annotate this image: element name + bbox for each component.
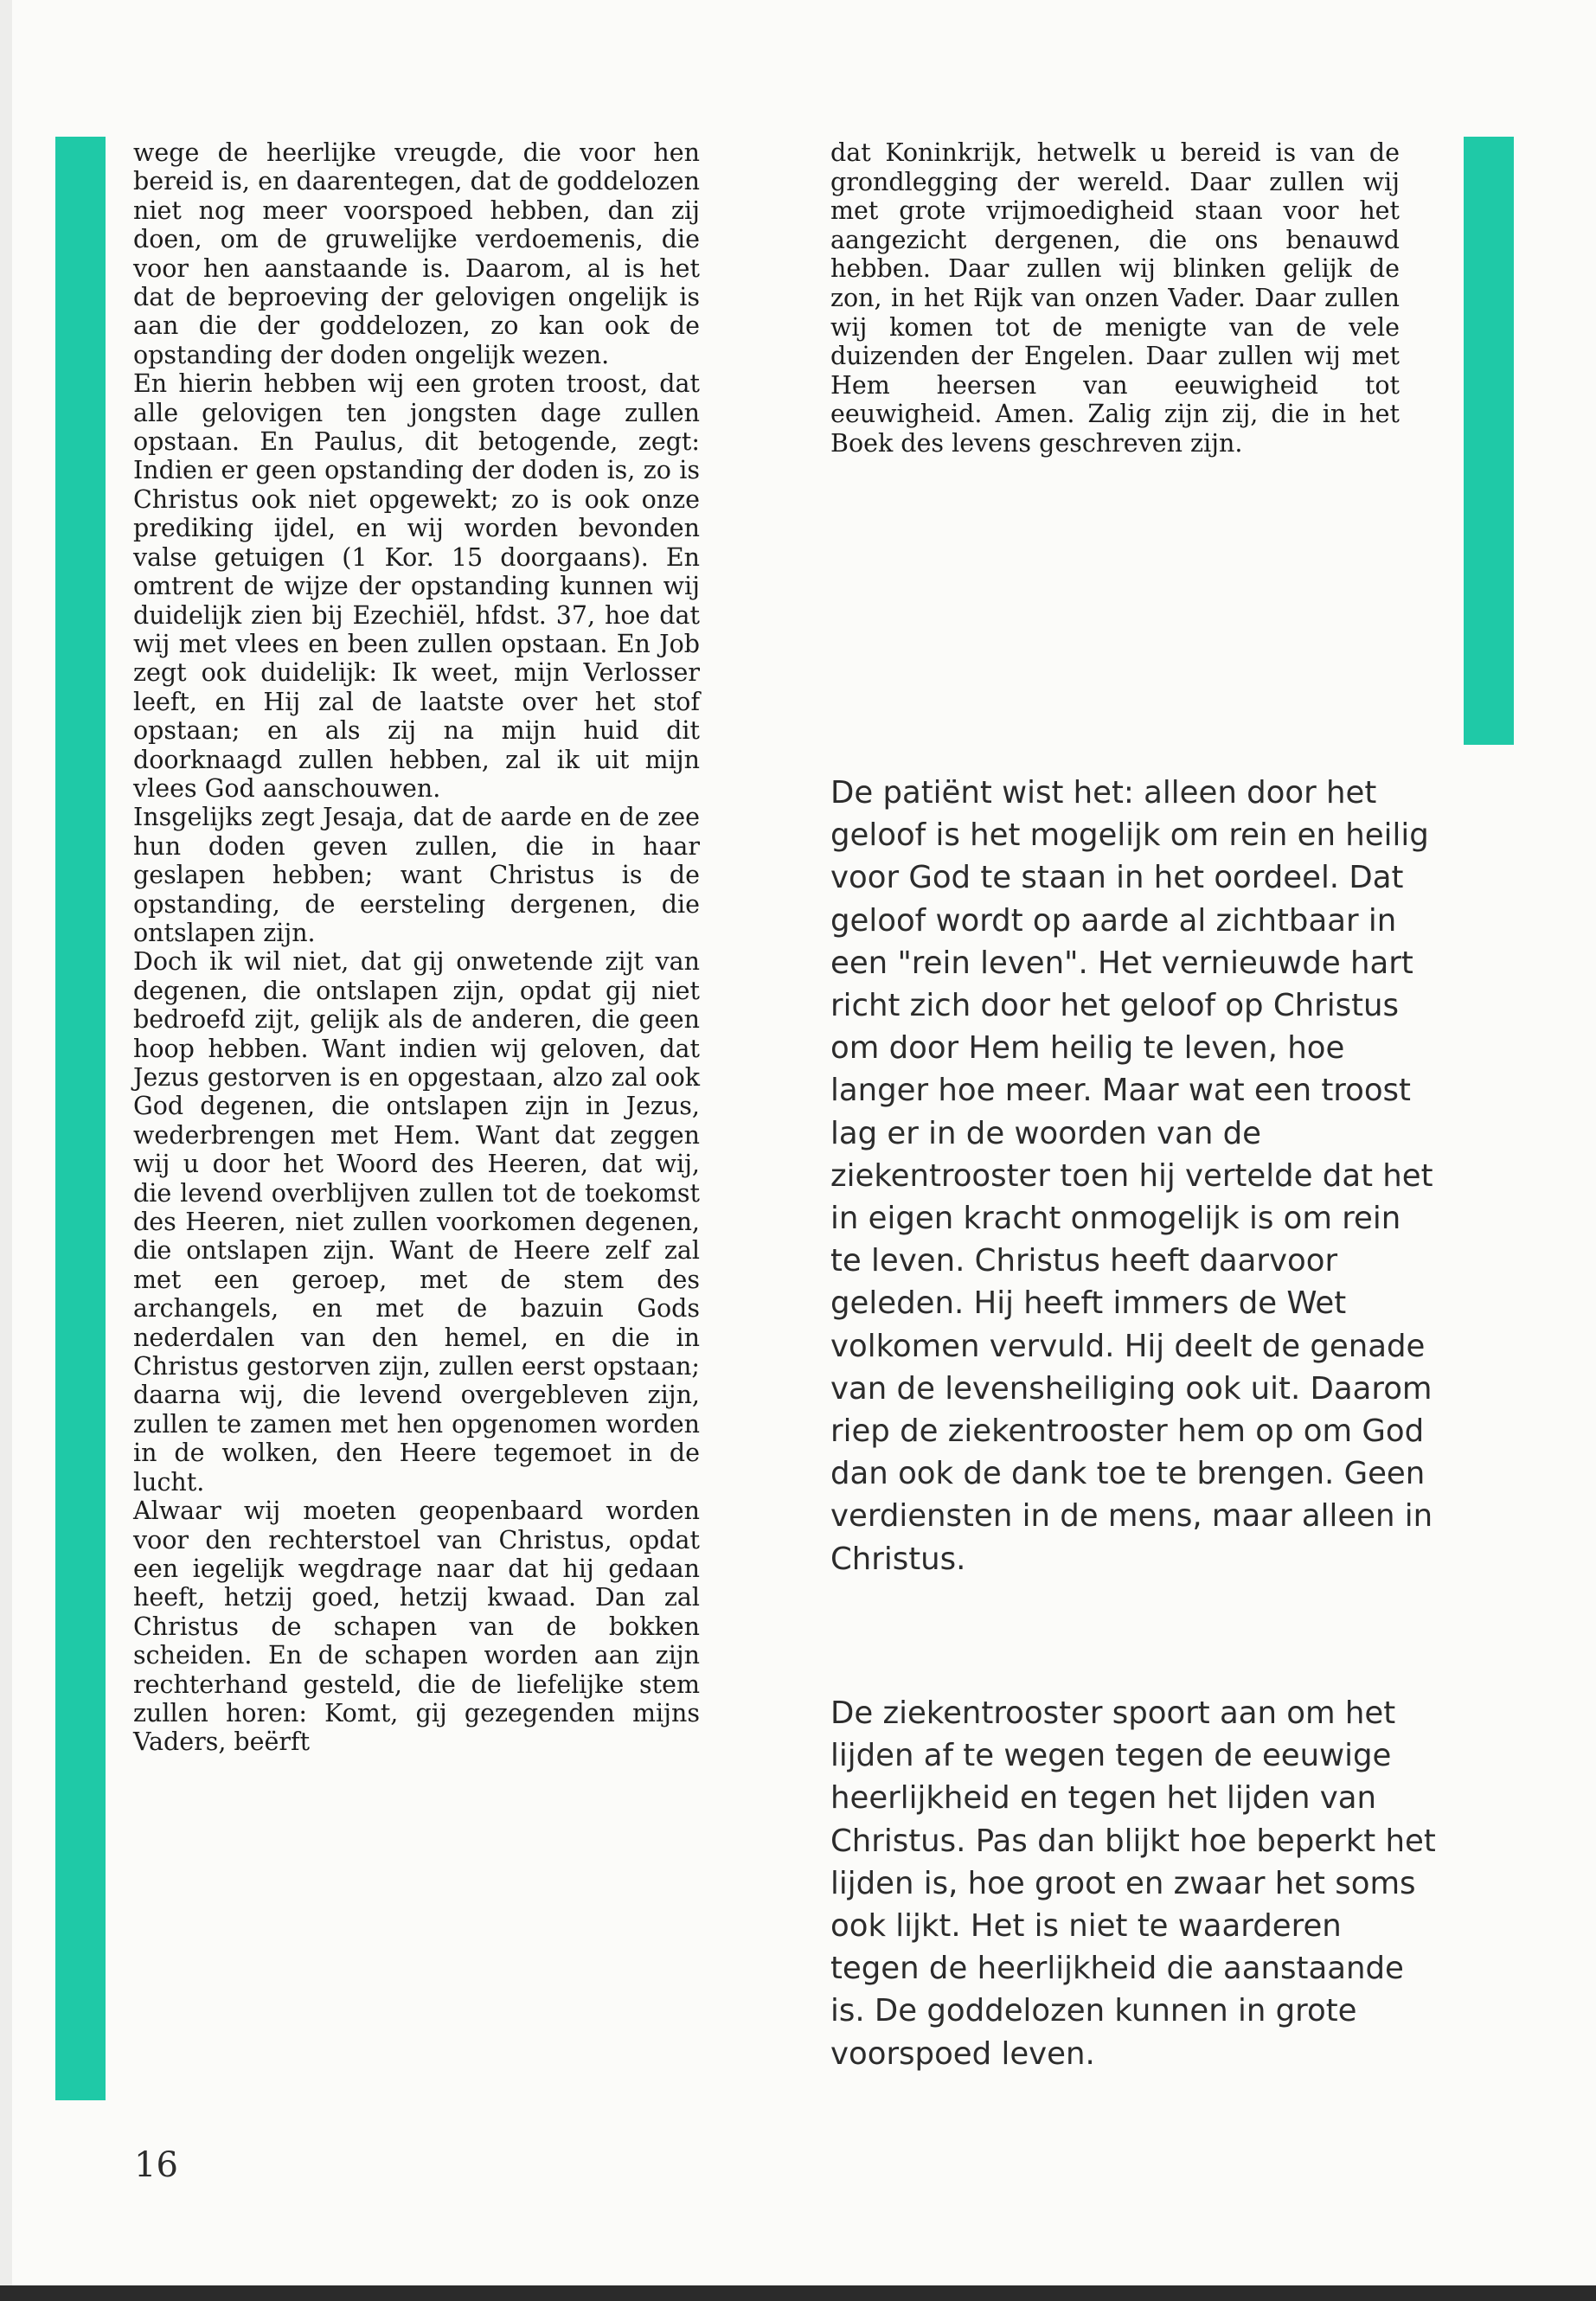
left-text-column — [133, 138, 700, 1757]
accent-bar-left — [55, 137, 106, 2100]
accent-bar-right — [1464, 137, 1514, 745]
page-number: 16 — [134, 2145, 178, 2185]
commentary-block-2 — [830, 1692, 1436, 2075]
commentary-block-1 — [830, 772, 1436, 1580]
left-paragraph-1: wege de heerlijke vreugde, die voor hen bereid is, en daarentegen, dat de goddelozen niet nog meer voorspoed hebben, dan zij doen, om de gruwelijke verdoemenis, die voor hen aanstaande is. Daarom, al is het dat de beproeving der gelovigen ongelijk is aan die der goddelozen, zo kan ook de opstanding der doden ongelijk wezen. — [133, 138, 700, 369]
right-paragraph-1: dat Koninkrijk, hetwelk u bereid is van de grondlegging der wereld. Daar zullen wij met grote vrijmoedigheid staan voor het aangezicht dergenen, die ons benauwd hebben. Daar zullen wij blinken gelijk de zon, in het Rijk van onzen Vader. Daar zullen wij komen tot de menigte van de vele duizenden der Engelen. Daar zullen wij met Hem heersen van eeuwigheid tot eeuwigheid. Amen. Zalig zijn zij, die in het Boek des levens geschreven zijn. — [830, 138, 1400, 458]
page-left-edge — [0, 0, 12, 2285]
left-paragraph-5: Alwaar wij moeten geopenbaard worden voor den rechterstoel van Christus, opdat een iegelijk wegdrage naar dat hij gedaan heeft, hetzij goed, hetzij kwaad. Dan zal Christus de schapen van de bokken scheiden. En de schapen worden aan zijn rechterhand gesteld, die de liefelijke stem zullen horen: Komt, gij gezegenden mijns Vaders, beërft — [133, 1497, 700, 1757]
commentary-paragraph-1: De patiënt wist het: alleen door het geloof is het mogelijk om rein en heilig voor God te staan in het oordeel. Dat geloof wordt op aarde al zichtbaar in een "rein leven". Het vernieuwde hart richt zich door het geloof op Christus om door Hem heilig te leven, hoe langer hoe meer. Maar wat een troost lag er in de woorden van de ziekentrooster toen hij vertelde dat het in eigen kracht onmogelijk is om rein te leven. Christus heeft daarvoor geleden. Hij heeft immers de Wet volkomen vervuld. Hij deelt de genade van de levensheiliging ook uit. Daarom riep de ziekentrooster hem op om God dan ook de dank toe te brengen. Geen verdiensten in de mens, maar alleen in Christus. — [830, 775, 1433, 1577]
left-paragraph-2: En hierin hebben wij een groten troost, dat alle gelovigen ten jongsten dage zullen opstaan. En Paulus, dit betogende, zegt: Indien er geen opstanding der doden is, zo is Christus ook niet opgewekt; zo is ook onze prediking ijdel, en wij worden bevonden valse getuigen (1 Kor. 15 doorgaans). En omtrent de wijze der opstanding kunnen wij duidelijk zien bij Ezechiël, hfdst. 37, hoe dat wij met vlees en been zullen opstaan. En Job zegt ook duidelijk: Ik weet, mijn Verlosser leeft, en Hij zal de laatste over het stof opstaan; en als zij na mijn huid dit doorknaagd zullen hebben, zal ik uit mijn vlees God aanschouwen. — [133, 369, 700, 803]
left-paragraph-4: Doch ik wil niet, dat gij onwetende zijt van degenen, die ontslapen zijn, opdat gij niet bedroefd zijt, gelijk als de anderen, die geen hoop hebben. Want indien wij geloven, dat Jezus gestorven is en opgestaan, alzo zal ook God degenen, die ontslapen zijn in Jezus, wederbrengen met Hem. Want dat zeggen wij u door het Woord des Heeren, dat wij, die levend overblijven zullen tot de toekomst des Heeren, niet zullen voorkomen degenen, die ontslapen zijn. Want de Heere zelf zal met een geroep, met de stem des archangels, en met de bazuin Gods nederdalen van den hemel, en die in Christus gestorven zijn, zullen eerst opstaan; daarna wij, die levend overgebleven zijn, zullen te zamen met hen opgenomen worden in de wolken, den Heere tegemoet in de lucht. — [133, 947, 700, 1497]
commentary-paragraph-2: De ziekentrooster spoort aan om het lijden af te wegen tegen de eeuwige heerlijkheid en tegen het lijden van Christus. Pas dan blijkt hoe beperkt het lijden is, hoe groot en zwaar het soms ook lijkt. Het is niet te waarderen tegen de heerlijkheid die aanstaande is. De goddelozen kunnen in grote voorspoed leven. — [830, 1695, 1436, 2072]
left-paragraph-3: Insgelijks zegt Jesaja, dat de aarde en de zee hun doden geven zullen, die in haar geslapen hebben; want Christus is de opstanding, de eersteling dergenen, die ontslapen zijn. — [133, 803, 700, 947]
page-bottom-edge — [0, 2285, 1596, 2301]
right-text-column-quote — [830, 138, 1400, 458]
